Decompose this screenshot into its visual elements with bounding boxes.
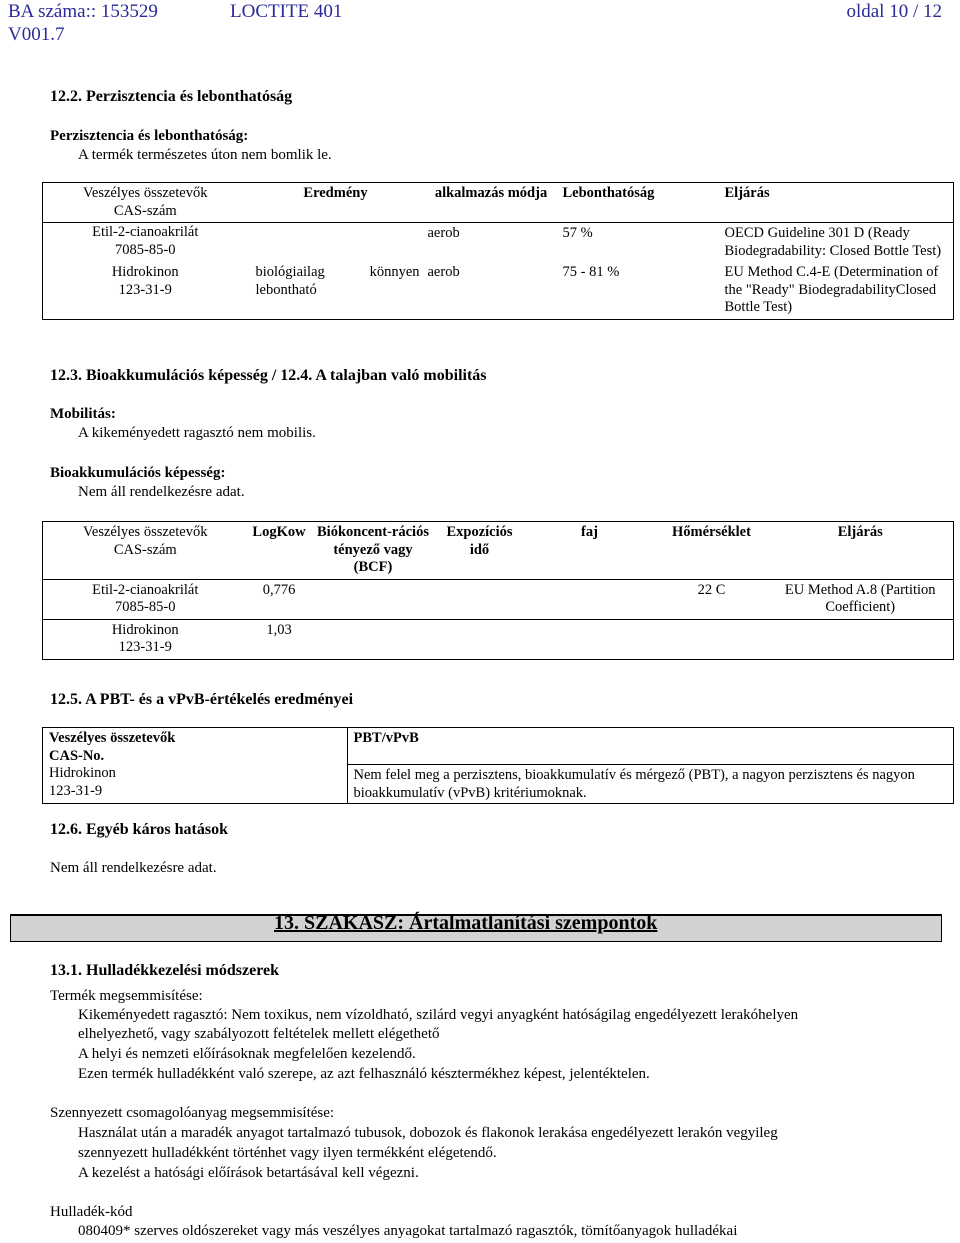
mode-cell: aerob xyxy=(427,264,460,280)
component-cas: 123-31-9 xyxy=(118,281,172,298)
temperature-cell: 22 C xyxy=(697,581,726,598)
temperature-header: Hőmérséklet xyxy=(672,524,751,540)
logkow-cell: 0,776 xyxy=(262,581,296,598)
bioaccumulation-label: Bioakkumulációs képesség: xyxy=(50,465,226,481)
bioaccumulation-text: Nem áll rendelkezésre adat. xyxy=(78,484,245,500)
hazardous-components-header: Veszélyes összetevők xyxy=(83,524,208,540)
component-name: Etil-2-cianoakrilát xyxy=(92,581,199,598)
temperature-cell xyxy=(656,619,768,659)
application-mode-header: alkalmazás módja xyxy=(424,183,559,223)
product-disposal-line: Kikeményedett ragasztó: Nem toxikus, nem vízoldható, szilárd vegyi anyagként hatóságilag engedélyezett lerakóhelyen xyxy=(78,1007,799,1023)
packaging-disposal-line: Használat után a maradék anyagot tartalmazó tubusok, dobozok és flakonok lerakása engedélyezett lerakón vegyileg xyxy=(78,1125,778,1141)
document-number: BA száma:: 153529 xyxy=(8,1,158,22)
component-name: Hidrokinon xyxy=(111,621,179,638)
degradability-cell: 75 - 81 % xyxy=(562,264,620,280)
result-header: Eredmény xyxy=(248,183,424,223)
section-13-title: 13. SZAKASZ: Ártalmatlanítási szempontok xyxy=(274,912,658,934)
component-cas: 7085-85-0 xyxy=(115,599,176,615)
procedure-cell: OECD Guideline 301 D (Ready Biodegradability: Closed Bottle Test) xyxy=(724,225,942,259)
bcf-header: Biókoncent-rációs tényező vagy (BCF) xyxy=(317,524,429,575)
product-disposal-line: A helyi és nemzeti előírásoknak megfelelően kezelendő. xyxy=(78,1046,416,1062)
component-name: Hidrokinon xyxy=(49,765,116,781)
bioaccumulation-table xyxy=(42,521,954,660)
procedure-cell: EU Method C.4-E (Determination of the "Ready" BiodegradabilityClosed Bottle Test) xyxy=(724,264,939,315)
pbt-header: PBT/vPvB xyxy=(347,728,954,765)
section-12-6-heading: 12.6. Egyéb káros hatások xyxy=(50,821,228,838)
hazardous-components-header: Veszélyes összetevők xyxy=(49,730,176,746)
page-header xyxy=(8,0,942,46)
result-cell: biológiailag könnyen lebontható xyxy=(255,264,420,298)
mobility-text: A kikeményedett ragasztó nem mobilis. xyxy=(78,425,316,441)
product-disposal-line: elhelyezhető, vagy szabályozott feltételek mellett elégethető xyxy=(78,1026,440,1042)
section-12-2-heading: 12.2. Perzisztencia és lebonthatóság xyxy=(50,88,293,105)
cas-number-header: CAS-szám xyxy=(113,541,177,558)
pbt-table xyxy=(42,727,954,804)
procedure-header: Eljárás xyxy=(721,183,954,223)
table-row xyxy=(43,619,954,659)
table-header-row xyxy=(43,728,954,804)
hazardous-components-header: Veszélyes összetevők xyxy=(83,185,208,201)
component-cas: 123-31-9 xyxy=(49,782,103,799)
waste-code-label: Hulladék-kód xyxy=(50,1204,133,1220)
component-cas: 123-31-9 xyxy=(118,639,172,655)
logkow-header: LogKow xyxy=(252,524,306,540)
procedure-cell: EU Method A.8 (Partition Coefficient) xyxy=(784,581,936,615)
cas-number-header: CAS-No. xyxy=(49,747,105,764)
degradability-cell: 57 % xyxy=(562,225,593,241)
mobility-label: Mobilitás: xyxy=(50,406,116,422)
pbt-assessment-text: Nem felel meg a perzisztens, bioakkumulatív és mérgező (PBT), a nagyon perzisztens és nagyon bioakkumulatív (vPvB) kritériumoknak. xyxy=(347,765,954,803)
cas-number-header: CAS-szám xyxy=(113,202,177,219)
table-row xyxy=(43,262,954,319)
waste-code-text: 080409* szerves oldószereket vagy más veszélyes anyagokat tartalmazó ragasztók, tömítőanyagok hulladékai xyxy=(78,1223,738,1239)
biodegradation-table xyxy=(42,182,954,320)
document-version: V001.7 xyxy=(8,24,65,45)
degradability-header: Lebonthatóság xyxy=(559,183,721,223)
product-name: LOCTITE 401 xyxy=(230,1,343,22)
table-header-row xyxy=(43,183,954,223)
mode-cell: aerob xyxy=(427,225,460,241)
component-name: Etil-2-cianoakrilát xyxy=(92,224,199,240)
persistence-label: Perzisztencia és lebonthatóság: xyxy=(50,128,249,144)
persistence-text: A termék természetes úton nem bomlik le. xyxy=(78,147,332,163)
section-13-1-heading: 13.1. Hulladékkezelési módszerek xyxy=(50,962,280,979)
component-name: Hidrokinon xyxy=(111,264,179,280)
product-disposal-line: Ezen termék hulladékként való szerepe, az azt felhasználó késztermékhez képest, jelentéktelen. xyxy=(78,1066,650,1082)
procedure-header: Eljárás xyxy=(837,524,883,540)
section-12-5-heading: 12.5. A PBT- és a vPvB-értékelés eredményei xyxy=(50,691,354,708)
section-12-3-heading: 12.3. Bioakkumulációs képesség / 12.4. A talajban való mobilitás xyxy=(50,367,487,384)
table-header-row xyxy=(43,522,954,580)
page-number: oldal 10 / 12 xyxy=(846,1,942,22)
table-row xyxy=(43,579,954,619)
result-cell xyxy=(248,223,424,263)
packaging-disposal-label: Szennyezett csomagolóanyag megsemmisítése: xyxy=(50,1105,335,1121)
product-disposal-label: Termék megsemmisítése: xyxy=(50,988,203,1004)
component-cas: 7085-85-0 xyxy=(115,241,176,258)
other-effects-text: Nem áll rendelkezésre adat. xyxy=(50,860,217,876)
exposure-time-header: Expozíciós idő xyxy=(446,524,513,558)
packaging-disposal-line: szennyezett hulladékként történhet vagy ilyen termékként elégetendő. xyxy=(78,1145,497,1161)
table-row xyxy=(43,223,954,263)
species-header: faj xyxy=(581,524,598,540)
logkow-cell: 1,03 xyxy=(266,621,292,638)
packaging-disposal-line: A kezelést a hatósági előírások betartásával kell végezni. xyxy=(78,1165,419,1181)
procedure-cell xyxy=(768,619,954,659)
